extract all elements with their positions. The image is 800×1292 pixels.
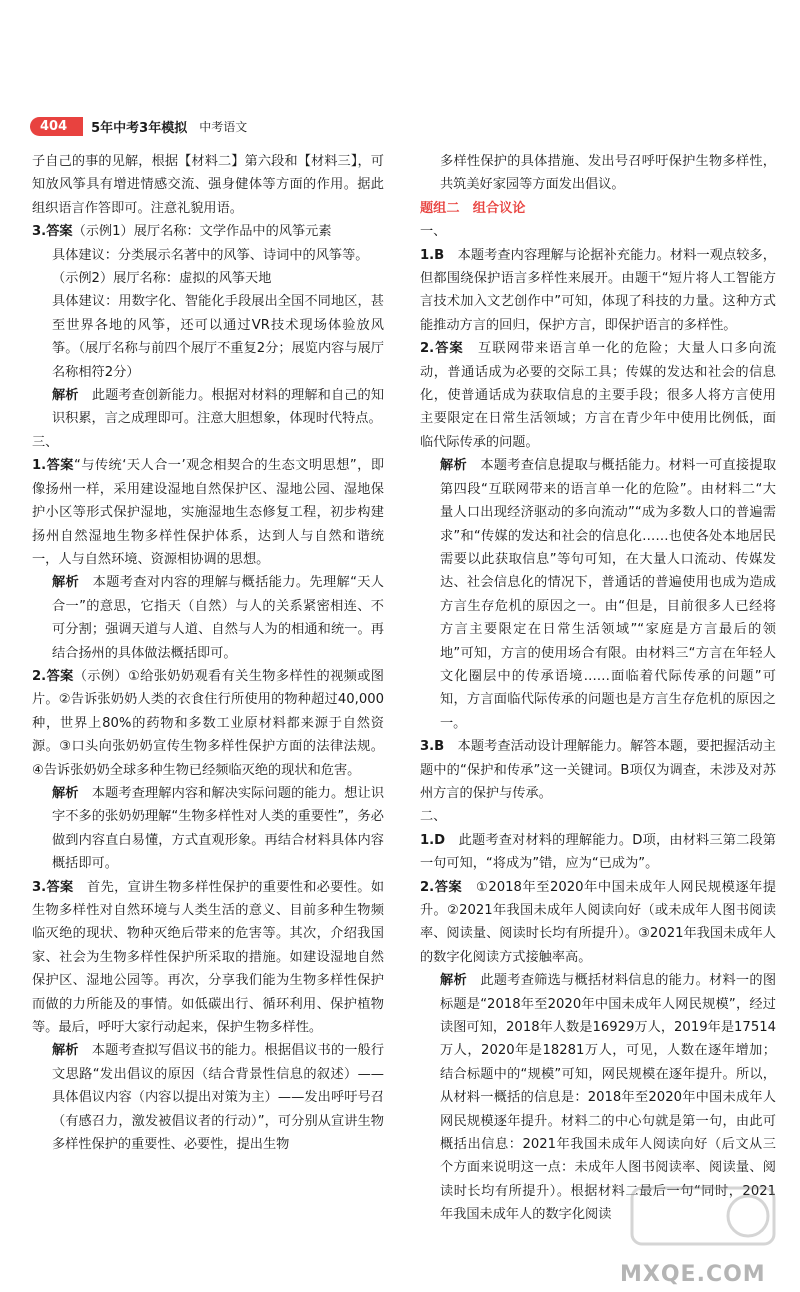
section-number: 二、 — [420, 809, 447, 825]
paragraph-text: 本题考查内容理解与论据补充能力。材料一观点较多，但都围绕保护语言多样性来展开。由题干“短片将人工智能方言技术加入文艺创作中”可知，体现了科技的力量。这种方式能推动方言的回归，保护方言，即保护语言的多样性。 — [420, 247, 776, 333]
paragraph-text: “与传统‘天人合一’观念相契合的生态文明思想”，即像扬州一样，采用建设湿地自然保护区、湿地公园、湿地保护小区等形式保护湿地，实施湿地生态修复工程，初步构建扬州自然湿地生物多样性保护体系，达到人与自然和谐统一，人与自然环境、资源相协调的思想。 — [32, 458, 385, 567]
paragraph — [32, 290, 384, 384]
watermark-logo-icon — [628, 1182, 778, 1274]
paragraph-text: 此题考查创新能力。根据对材料的理解和自己的知识积累，言之成理即可。注意大胆想象，体现时代特点。 — [52, 388, 385, 427]
paragraph — [32, 431, 384, 454]
paragraph — [32, 384, 384, 431]
section-number: 一、 — [420, 224, 447, 240]
question-number: 1.D — [420, 832, 446, 848]
answer-label: 答案 — [434, 879, 463, 895]
paragraph — [32, 454, 384, 571]
paragraph — [420, 805, 776, 828]
paragraph-text: 互联网带来语言单一化的危险；大量人口多向流动，普通话成为必要的交际工具；传媒的发达和社会的信息化，使普通话成为获取信息的主要手段；很多人将方言使用主要限定在日常生活领域；方言在青少年中使用比例低，面临代际传承的问题。 — [420, 341, 777, 450]
paragraph-text: 此题考查筛选与概括材料信息的能力。材料一的图标题是“2018年至2020年中国未成年人网民规模”，经过读图可知，2018年人数是16929万人，2019年是17514万人，2020年是18281万人，可见，人数在逐年增加；结合标题中的“规模”可知，网民规模在逐年提升。所以，从材料一概括的信息是：2018年至2020年中国未成年人网民规模逐年提升。材料二的中心句就是第一句，由此可概括出信息：2021年我国未成年人阅读向好（后文从三个方面来说明这一点：未成年人图书阅读率、阅读量、阅读时长均有所提升）。根据材料二最后一句“同时，2021年我国未成年人的数字化阅读 — [440, 973, 777, 1223]
book-title: 5年中考3年模拟 — [91, 120, 188, 136]
paragraph — [32, 220, 384, 243]
answer-label: 解析 — [440, 973, 467, 989]
paragraph-text: 此题考查对材料的理解能力。D项，由材料三第二段第一句可知，“将成为”错，应为“已成为”。 — [420, 832, 776, 872]
watermark-site: MXQE.COM — [620, 1262, 766, 1287]
paragraph-text: （示例1）展厅名称：文学作品中的风筝元素 — [72, 224, 332, 240]
paragraph — [420, 197, 776, 220]
section-number: 三、 — [32, 434, 59, 450]
question-number: 1.B — [420, 247, 445, 263]
answer-label: 答案 — [434, 341, 464, 357]
question-number: 2. — [32, 668, 47, 684]
paragraph — [420, 829, 776, 876]
paragraph — [420, 220, 776, 243]
question-number: 3.B — [420, 739, 445, 755]
answer-label: 答案 — [46, 668, 74, 684]
left-column — [32, 150, 384, 1156]
paragraph-text: （示例）①给张奶奶观看有关生物多样性的视频或图片。②告诉张奶奶人类的衣食住行所使用的物种超过40,000种，世界上80%的药物和多数工业原材料都来源于自然资源。③口头向张奶奶宣传生物多样性保护方面的法律法规。④告诉张奶奶全球多种生物已经频临灭绝的现状和危害。 — [32, 668, 384, 778]
answer-label: 解析 — [52, 785, 79, 801]
paragraph — [420, 337, 776, 454]
paragraph — [420, 876, 776, 970]
paragraph — [420, 244, 776, 338]
paragraph-text: 本题考查对内容的理解与概括能力。先理解“天人合一”的意思，它指天（自然）与人的关系紧密相连、不可分割；强调天道与人道、自然与人为的相通和统一。再结合扬州的具体做法概括即可。 — [52, 575, 384, 661]
paragraph-text: 具体建议：分类展示名著中的风筝、诗词中的风筝等。 — [52, 247, 369, 263]
paragraph-text: （示例2）展厅名称：虚拟的风筝天地 — [52, 271, 272, 287]
paragraph-text: 子自己的事的见解，根据【材料二】第六段和【材料三】，可知放风筝具有增进情感交流、强身健体等方面的作用。据此组织语言作答即可。注意礼貌用语。 — [32, 154, 384, 216]
paragraph-text: 本题考查拟写倡议书的能力。根据倡议书的一般行文思路“发出倡议的原因（结合背景性信息的叙述）——具体倡议内容（内容以提出对策为主）——发出呼吁号召（有感召力，激发被倡议者的行动）”，可分别从宣讲生物多样性保护的重要性、必要性，提出生物 — [52, 1043, 385, 1153]
page-header — [30, 114, 247, 138]
paragraph — [420, 150, 776, 197]
paragraph — [420, 735, 776, 805]
paragraph — [32, 267, 384, 290]
paragraph-text: 本题考查信息提取与概括能力。材料一可直接提取第四段“互联网带来的语言单一化的危险”。由材料二“大量人口出现经济驱动的多向流动”“成为多数人口的普遍需求”和“传媒的发达和社会的信息化……也使各处本地居民需要以此获取信息”等句可知，在大量人口流动、传媒发达、社会信息化的情况下，普通话的普遍使用也成为造成方言生存危机的原因之一。由“但是，目前很多人已经将方言主要限定在日常生活领域”“家庭是方言最后的领地”可知，方言的使用场合有限。由材料三“方言在年轻人文化圈层中的传承语境……面临着代际传承的问题”可知，方言面临代际传承的问题也是方言生存危机的原因之一。 — [440, 458, 777, 731]
paragraph — [32, 1039, 384, 1156]
paragraph — [32, 244, 384, 267]
answer-label: 解析 — [52, 575, 80, 591]
paragraph — [32, 782, 384, 876]
question-number: 2. — [420, 341, 435, 357]
paragraph-text: 首先，宣讲生物多样性保护的重要性和必要性。如生物多样性对自然环境与人类生活的意义、目前多种生物频临灭绝的现状、物种灭绝后带来的危害等。其次，介绍我国家、社会为生物多样性保护所采取的措施。如建设湿地自然保护区、湿地公园等。再次，分享我们能为生物多样性保护而做的力所能及的事情。如低碳出行、循环利用、保护植物等。最后，呼吁大家行动起来，保护生物多样性。 — [32, 879, 385, 1036]
answer-label: 答案 — [46, 458, 74, 474]
paragraph — [32, 876, 384, 1040]
answer-label: 答案 — [46, 224, 73, 240]
paragraph — [420, 454, 776, 735]
answer-label: 解析 — [52, 1043, 79, 1059]
subject-label: 中考语文 — [199, 119, 248, 134]
section-heading: 题组二 组合议论 — [420, 200, 526, 216]
question-number: 3. — [32, 879, 47, 895]
answer-label: 答案 — [46, 879, 74, 895]
paragraph-text: 具体建议：用数字化、智能化手段展出全国不同地区，甚至世界各地的风筝，还可以通过VR技术现场体验放风筝。（展厅名称与前四个展厅不重复2分；展览内容与展厅名称相符2分） — [52, 294, 384, 380]
question-number: 2. — [420, 879, 435, 895]
paragraph-text: ①2018年至2020年中国未成年人网民规模逐年提升。②2021年我国未成年人阅读向好（或未成年人图书阅读率、阅读量、阅读时长均有所提升）。③2021年我国未成年人的数字化阅读方式接触率高。 — [420, 879, 777, 965]
question-number: 1. — [32, 458, 47, 474]
right-column — [420, 150, 776, 1227]
paragraph-text: 本题考查活动设计理解能力。解答本题，要把握活动主题中的“保护和传承”这一关键词。B项仅为调查，未涉及对苏州方言的保护与传承。 — [420, 739, 776, 801]
answer-label: 解析 — [52, 388, 79, 404]
paragraph — [32, 150, 384, 220]
answer-label: 解析 — [440, 458, 467, 474]
paragraph — [32, 665, 384, 782]
paragraph — [32, 571, 384, 665]
page-number: 404 — [30, 117, 83, 136]
paragraph-text: 多样性保护的具体措施、发出号召呼吁保护生物多样性，共筑美好家园等方面发出倡议。 — [440, 154, 776, 193]
question-number: 3. — [32, 224, 47, 240]
paragraph-text: 本题考查理解内容和解决实际问题的能力。想让识字不多的张奶奶理解“生物多样性对人类的重要性”，务必做到内容直白易懂，方式直观形象。再结合材料具体内容概括即可。 — [52, 785, 385, 872]
